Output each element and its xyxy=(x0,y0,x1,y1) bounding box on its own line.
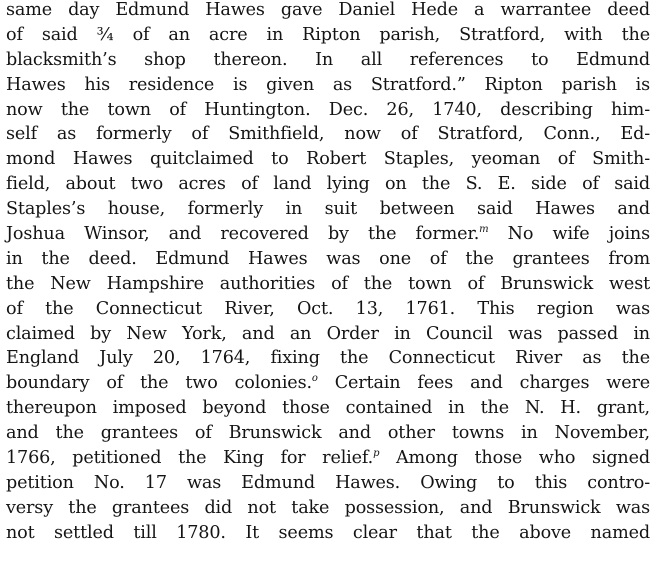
text-line-8 xyxy=(6,172,650,197)
text-line-10-content: Joshua Winsor, and recovered by the former. xyxy=(6,224,480,245)
text-line-14 xyxy=(6,322,650,347)
text-line-20-content: petition No. 17 was Edmund Hawes. Owing to this contro- xyxy=(6,472,650,493)
text-line-20 xyxy=(6,471,650,496)
text-line-21 xyxy=(6,496,650,521)
text-line-12 xyxy=(6,272,650,297)
text-line-1 xyxy=(6,0,650,23)
text-line-15-content: England July 20, 1764, fixing the Connecticut River as the xyxy=(6,348,650,369)
text-line-19-after: Among those who signed xyxy=(379,448,650,469)
text-line-22-content: not settled till 1780. It seems clear that the above named xyxy=(6,522,650,543)
text-line-10-after: No wife joins xyxy=(488,224,650,245)
text-line-6-content: self as formerly of Smithfield, now of Stratford, Conn., Ed- xyxy=(6,124,650,145)
text-line-10 xyxy=(6,222,650,247)
text-line-3-content: blacksmith’s shop thereon. In all references to Edmund xyxy=(6,49,650,70)
text-line-9-content: Staples’s house, formerly in suit between said Hawes and xyxy=(6,199,650,220)
text-line-21-content: versy the grantees did not take possession, and Brunswick was xyxy=(6,497,650,518)
text-line-18-content: and the grantees of Brunswick and other towns in November, xyxy=(6,423,650,444)
footnote-marker-p: p xyxy=(373,448,380,460)
text-line-16-content: boundary of the two colonies. xyxy=(6,373,312,394)
text-line-17-content: thereupon imposed beyond those contained in the N. H. grant, xyxy=(6,398,650,419)
text-line-19 xyxy=(6,446,650,471)
text-line-12-content: the New Hampshire authorities of the town of Brunswick west xyxy=(6,273,650,294)
text-line-5-content: now the town of Huntington. Dec. 26, 1740, describing him- xyxy=(6,99,650,120)
text-line-13 xyxy=(6,297,650,322)
text-line-16-after: Certain fees and charges were xyxy=(317,373,650,394)
footnote-marker-m: m xyxy=(479,224,489,236)
text-line-4-content: Hawes his residence is given as Stratford.” Ripton parish is xyxy=(6,74,650,95)
text-line-14-content: claimed by New York, and an Order in Council was passed in xyxy=(6,323,650,344)
text-line-1-content: same day Edmund Hawes gave Daniel Hede a warrantee deed xyxy=(6,0,650,20)
text-line-7-content: mond Hawes quitclaimed to Robert Staples, yeoman of Smith- xyxy=(6,149,650,170)
text-line-7 xyxy=(6,147,650,172)
text-line-17 xyxy=(6,396,650,421)
text-line-6 xyxy=(6,122,650,147)
footnote-marker-o: o xyxy=(311,373,318,385)
document-page xyxy=(6,0,650,546)
text-line-4 xyxy=(6,73,650,98)
text-line-8-content: field, about two acres of land lying on the S. E. side of said xyxy=(6,174,650,195)
text-line-22 xyxy=(6,521,650,546)
text-line-19-content: 1766, petitioned the King for relief. xyxy=(6,448,374,469)
text-line-2-content: of said ¾ of an acre in Ripton parish, Stratford, with the xyxy=(6,24,650,45)
text-line-9 xyxy=(6,197,650,222)
text-line-3 xyxy=(6,48,650,73)
text-line-16 xyxy=(6,371,650,396)
text-line-5 xyxy=(6,98,650,123)
text-line-18 xyxy=(6,421,650,446)
text-line-15 xyxy=(6,346,650,371)
text-line-2 xyxy=(6,23,650,48)
text-line-11-content: in the deed. Edmund Hawes was one of the grantees from xyxy=(6,248,650,269)
text-line-11 xyxy=(6,247,650,272)
text-line-13-content: of the Connecticut River, Oct. 13, 1761. This region was xyxy=(6,298,650,319)
